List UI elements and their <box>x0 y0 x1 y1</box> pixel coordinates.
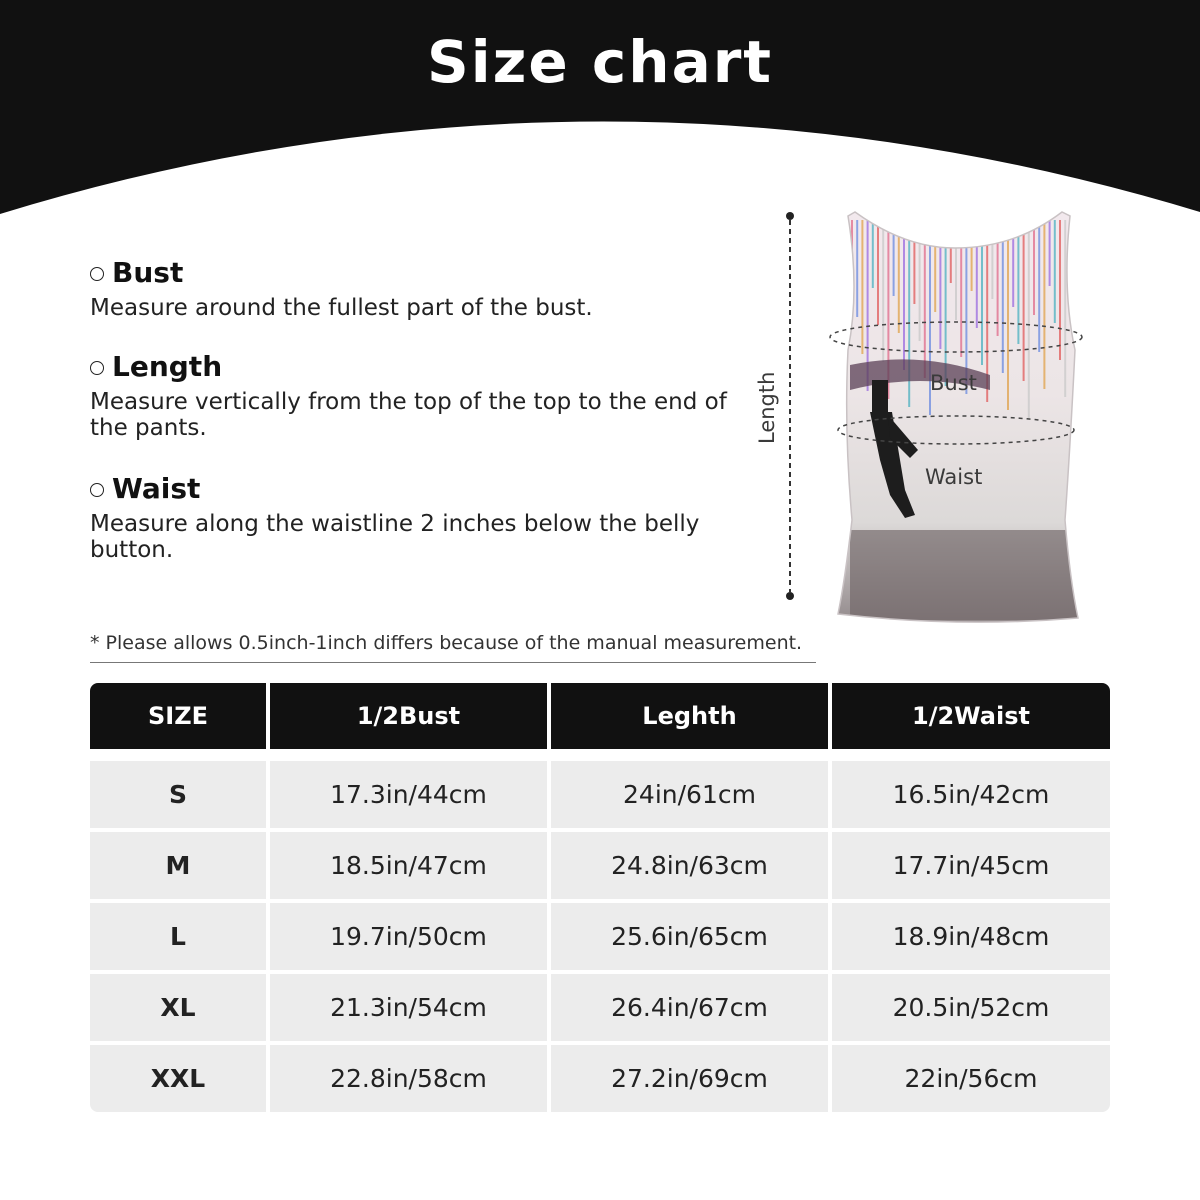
size-table <box>90 683 1110 1116</box>
bust-cell: 18.5in/47cm <box>270 832 547 899</box>
measure-waist <box>90 472 730 563</box>
table-row <box>90 1045 1110 1112</box>
measure-description: Measure vertically from the top of the top to the end of the pants. <box>90 389 727 441</box>
size-cell: XXL <box>90 1045 266 1112</box>
header-half-bust: 1/2Bust <box>270 683 547 749</box>
waist-cell: 20.5in/52cm <box>832 974 1110 1041</box>
measure-title: Bust <box>112 256 184 289</box>
tank-top-illustration <box>740 200 1100 630</box>
measurement-note: * Please allows 0.5inch-1inch differs because of the manual measurement. <box>90 632 816 663</box>
measure-length <box>90 350 730 441</box>
length-cell: 24in/61cm <box>551 761 828 828</box>
page-title: Size chart <box>426 28 774 96</box>
table-row <box>90 761 1110 828</box>
measure-description: Measure along the waistline 2 inches below the belly button. <box>90 511 700 563</box>
table-row <box>90 832 1110 899</box>
size-cell: L <box>90 903 266 970</box>
bust-cell: 22.8in/58cm <box>270 1045 547 1112</box>
shirt-print <box>830 200 1090 630</box>
waist-cell: 16.5in/42cm <box>832 761 1110 828</box>
circle-bullet-icon <box>90 483 104 497</box>
length-measure-line <box>786 212 794 600</box>
size-cell: S <box>90 761 266 828</box>
circle-bullet-icon <box>90 267 104 281</box>
table-row <box>90 974 1110 1041</box>
length-cell: 26.4in/67cm <box>551 974 828 1041</box>
table-row <box>90 903 1110 970</box>
size-cell: XL <box>90 974 266 1041</box>
measure-title: Length <box>112 350 223 383</box>
bust-cell: 17.3in/44cm <box>270 761 547 828</box>
table-header-row <box>90 683 1110 749</box>
measure-title: Waist <box>112 472 201 505</box>
size-cell: M <box>90 832 266 899</box>
length-label: Length <box>755 371 779 444</box>
circle-bullet-icon <box>90 361 104 375</box>
waist-cell: 17.7in/45cm <box>832 832 1110 899</box>
bust-label: Bust <box>930 371 977 395</box>
header-length: Leghth <box>551 683 828 749</box>
waist-cell: 22in/56cm <box>832 1045 1110 1112</box>
bust-cell: 19.7in/50cm <box>270 903 547 970</box>
waist-cell: 18.9in/48cm <box>832 903 1110 970</box>
length-cell: 24.8in/63cm <box>551 832 828 899</box>
length-cell: 25.6in/65cm <box>551 903 828 970</box>
bust-cell: 21.3in/54cm <box>270 974 547 1041</box>
measure-bust <box>90 256 730 321</box>
header-half-waist: 1/2Waist <box>832 683 1110 749</box>
waist-label: Waist <box>925 465 983 489</box>
header-size: SIZE <box>90 683 266 749</box>
measure-description: Measure around the fullest part of the bust. <box>90 295 593 321</box>
length-cell: 27.2in/69cm <box>551 1045 828 1112</box>
